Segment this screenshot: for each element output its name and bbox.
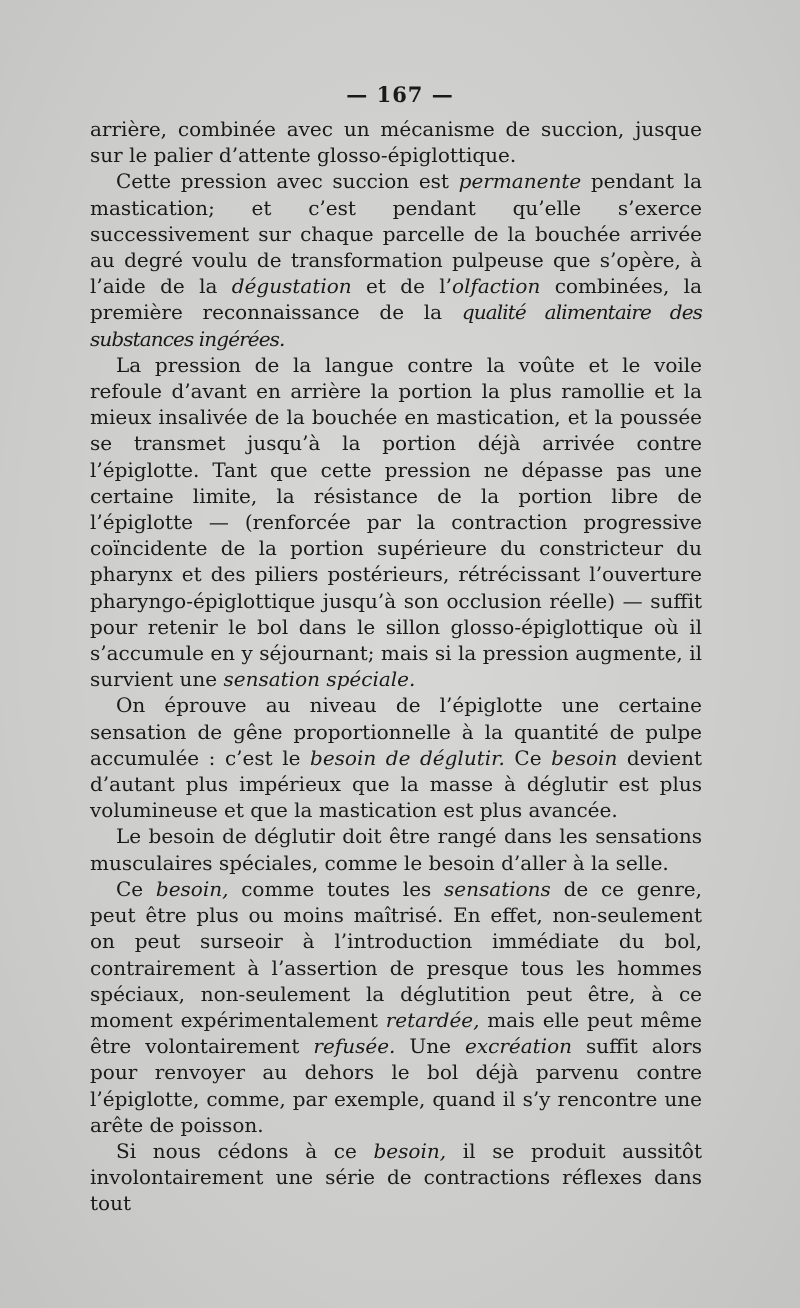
italic-run: sensations bbox=[444, 876, 551, 901]
italic-run: dégustation bbox=[231, 274, 352, 299]
italic-run: retardée, bbox=[385, 1007, 480, 1032]
text-run: Cette pression avec succion est bbox=[116, 169, 459, 194]
italic-run: sensation spéciale. bbox=[223, 667, 416, 692]
text-run: comme toutes les bbox=[228, 876, 445, 901]
text-run: devient d’autant plus impérieux que la masse à déglutir est plus volumineuse et que la mastication est plus avancée. bbox=[90, 745, 702, 823]
text-run: arrière, combinée avec un mécanisme de succion, jusque sur le palier d’attente glosso-épiglottique. bbox=[90, 117, 702, 168]
italic-run: permanente bbox=[458, 169, 582, 194]
paragraph-4 bbox=[90, 692, 702, 823]
text-run: On éprouve au niveau de l’épiglotte une certaine sensation de gêne proportionnelle à la quantité de pulpe accumulée : c’est le bbox=[90, 693, 702, 770]
italic-run: excréation bbox=[465, 1034, 572, 1059]
paragraph-7 bbox=[90, 1138, 702, 1217]
text-run: Si nous cédons à ce bbox=[116, 1138, 374, 1163]
italic-run: besoin, bbox=[155, 876, 229, 901]
italic-run: besoin, bbox=[373, 1138, 447, 1163]
paragraph-6 bbox=[90, 876, 702, 1138]
page-number: — 167 — bbox=[346, 82, 454, 107]
text-run: de ce genre, peut être plus ou moins maîtrisé. En effet, non-seulement on peut surseoir à l’introduction immédiate du bol, contrairement à l’assertion de presque tous les hommes spéciaux, non-seulement la déglutition peut être, à ce moment expérimentalement bbox=[90, 876, 702, 1032]
text-run: combinées, la première reconnaissance de la bbox=[90, 274, 702, 325]
text-run: Le besoin de déglutir doit être rangé dans les sensations musculaires spéciales, comme le besoin d’aller à la selle. bbox=[90, 824, 702, 875]
paragraph-5 bbox=[90, 823, 702, 875]
italic-run: besoin bbox=[551, 745, 618, 770]
paragraph-1 bbox=[90, 116, 702, 168]
text-run: mais elle peut même être volontairement bbox=[90, 1007, 702, 1059]
body-text bbox=[90, 116, 702, 1217]
italic-run: qualité alimentaire des substances ingérées. bbox=[90, 300, 702, 351]
text-run: et de l’ bbox=[351, 274, 453, 299]
text-run: Ce bbox=[504, 745, 552, 770]
italic-run: refusée. bbox=[313, 1034, 396, 1059]
text-run: suffit alors pour renvoyer au dehors le bol déjà parvenu contre l’épiglotte, comme, par exemple, quand il s’y rencontre une arête de poisson. bbox=[90, 1034, 702, 1137]
text-run: Une bbox=[395, 1034, 465, 1059]
text-run: pendant la mastication; et c’est pendant qu’elle s’exerce successivement sur chaque parcelle de la bouchée arrivée au degré voulu de transformation pulpeuse que s’opère, à l’aide de la bbox=[90, 169, 702, 299]
text-run: La pression de la langue contre la voûte et le voile refoule d’avant en arrière la portion la plus ramollie et la mieux insalivée de la bouchée en mastication, et la poussée se transmet jusqu’à la portion déjà arrivée contre l’épiglotte. Tant que cette pression ne dépasse pas une certaine limite, la résistance de la portion libre de l’épiglotte — (renforcée par la contraction progressive coïncidente de la portion supérieure du constricteur du pharynx et des piliers postérieurs, rétrécissant l’ouverture pharyngo-épiglottique jusqu’à son occlusion réelle) — suffit pour retenir le bol dans le sillon glosso-épiglottique où il s’accumule en y séjournant; mais si la pression augmente, il survient une bbox=[90, 352, 702, 692]
text-run: Ce bbox=[116, 876, 156, 901]
italic-run: olfaction bbox=[452, 274, 541, 299]
italic-run: besoin de déglutir. bbox=[310, 745, 505, 770]
text-run: il se produit aussitôt involontairement une série de contractions réflexes dans tout bbox=[90, 1138, 703, 1216]
paragraph-2 bbox=[90, 168, 702, 351]
paragraph-3 bbox=[90, 352, 702, 693]
